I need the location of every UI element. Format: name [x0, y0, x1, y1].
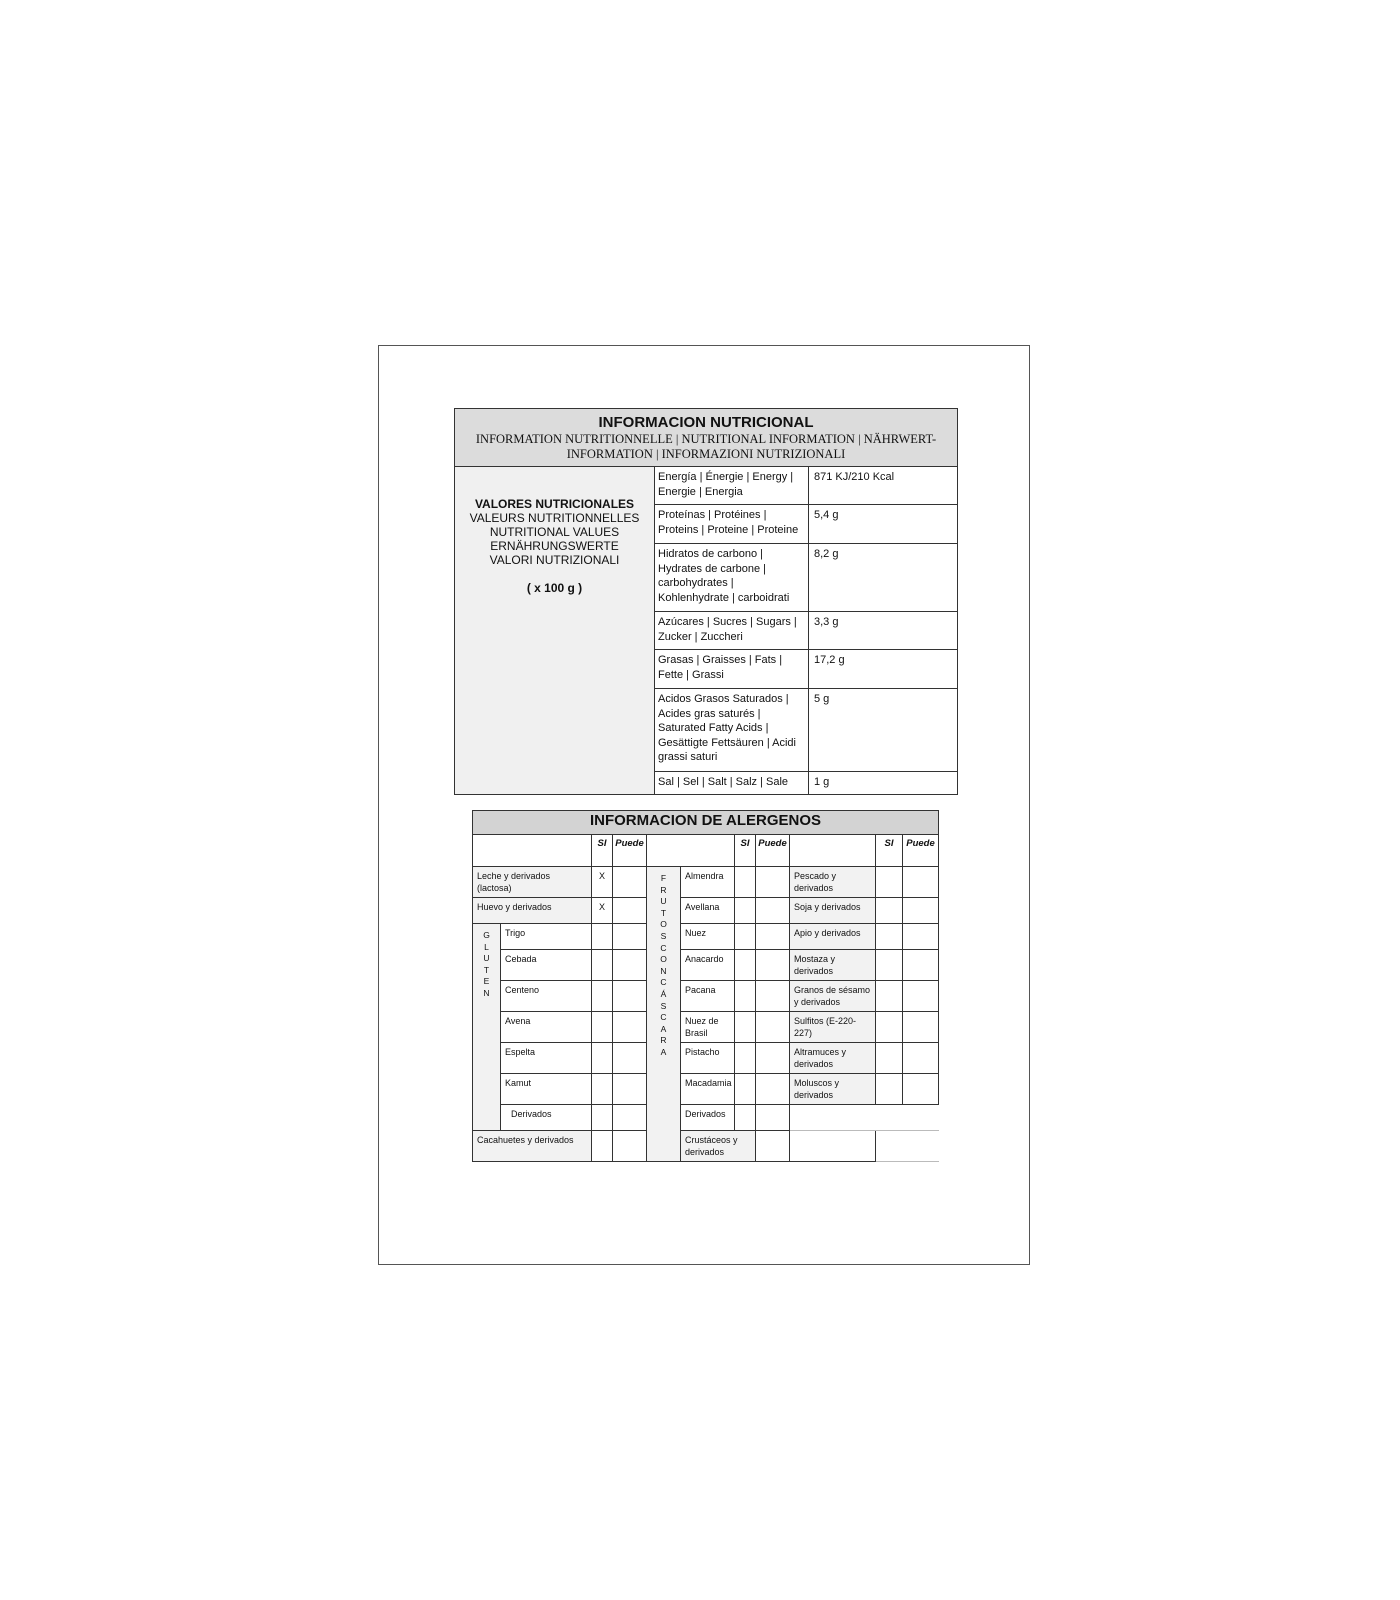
allergen-label: Soja y derivados [790, 898, 876, 924]
allergen-puede-cell [756, 981, 790, 1012]
allergen-label: Pistacho [681, 1043, 735, 1074]
allergen-puede-cell [756, 1012, 790, 1043]
allergen-si-cell [735, 898, 756, 924]
header-blank [473, 835, 592, 867]
allergen-puede-cell [903, 924, 939, 950]
allergen-puede-cell [903, 898, 939, 924]
nutrition-header [455, 409, 958, 467]
col-header-puede: Puede [903, 835, 939, 867]
allergen-label: Pescado y derivados [790, 867, 876, 898]
allergen-puede-cell [756, 898, 790, 924]
allergen-si-cell [876, 867, 903, 898]
allergen-si-cell [735, 867, 756, 898]
allergen-si-cell [735, 1012, 756, 1043]
nutrition-table [454, 408, 958, 795]
allergen-si-cell [735, 1074, 756, 1105]
allergen-si-cell [735, 1105, 756, 1131]
col-header-si: SI [876, 835, 903, 867]
allergen-si-cell [592, 924, 613, 950]
allergen-label: Apio y derivados [790, 924, 876, 950]
allergen-label: Cacahuetes y derivados [473, 1131, 592, 1162]
nutrition-title: INFORMACION NUTRICIONAL [598, 414, 814, 431]
allergen-puede-cell [756, 1074, 790, 1105]
empty-cell [876, 1131, 939, 1162]
allergen-puede-cell [790, 1131, 876, 1162]
allergen-si-cell [876, 1074, 903, 1105]
allergen-puede-cell [613, 1131, 647, 1162]
allergen-si-cell [876, 981, 903, 1012]
allergen-label: Altramuces y derivados [790, 1043, 876, 1074]
allergen-si-cell [592, 1012, 613, 1043]
allergen-si-cell [592, 1074, 613, 1105]
allergen-label: Leche y derivados (lactosa) [473, 867, 592, 898]
allergen-puede-cell [756, 867, 790, 898]
header-blank [790, 835, 876, 867]
allergen-puede-cell [613, 1043, 647, 1074]
allergen-si-cell [756, 1131, 790, 1162]
allergen-label: Espelta [501, 1043, 592, 1074]
allergen-puede-cell [756, 1105, 790, 1131]
nutrient-value: 5 g [809, 689, 958, 772]
allergen-si-cell [735, 924, 756, 950]
allergen-si-cell [735, 1043, 756, 1074]
side-label: NUTRITIONAL VALUES [489, 525, 620, 539]
allergen-puede-cell [903, 867, 939, 898]
allergen-puede-cell [613, 898, 647, 924]
allergen-label: Macadamia [681, 1074, 735, 1105]
col-header-si: SI [592, 835, 613, 867]
nutrient-value: 17,2 g [809, 650, 958, 689]
allergen-puede-cell [613, 1012, 647, 1043]
nutrient-value: 8,2 g [809, 544, 958, 612]
nutrition-side-panel [455, 467, 655, 795]
allergen-label: Nuez [681, 924, 735, 950]
allergen-puede-cell [756, 1043, 790, 1074]
per-100g-label: ( x 100 g ) [526, 581, 583, 595]
allergen-si-cell [876, 898, 903, 924]
side-label: VALEURS NUTRITIONNELLES [469, 511, 640, 525]
allergen-label: Centeno [501, 981, 592, 1012]
allergen-puede-cell [903, 1012, 939, 1043]
allergen-puede-cell [613, 950, 647, 981]
allergen-si-cell [592, 1043, 613, 1074]
allergen-si-cell [735, 981, 756, 1012]
allergen-label: Nuez de Brasil [681, 1012, 735, 1043]
group-label-nuts: F R U T O S C O N C Á S C A R A [647, 867, 681, 1162]
allergen-label: Moluscos y derivados [790, 1074, 876, 1105]
allergen-label: Crustáceos y derivados [681, 1131, 756, 1162]
nutrition-subtitle: INFORMATION NUTRITIONNELLE | NUTRITIONAL INFORMATION | NÄHRWERT-INFORMATION | INFORMAZIONI NUTRIZIONALI [475, 432, 937, 461]
col-header-si: SI [735, 835, 756, 867]
col-header-puede: Puede [756, 835, 790, 867]
allergen-puede-cell [903, 1074, 939, 1105]
allergen-puede-cell [613, 1074, 647, 1105]
allergen-title: INFORMACION DE ALERGENOS [473, 811, 939, 835]
allergen-si-cell [592, 1105, 613, 1131]
allergen-label: Derivados [681, 1105, 735, 1131]
allergen-si-cell [592, 1131, 613, 1162]
allergen-puede-cell [903, 950, 939, 981]
allergen-label: Kamut [501, 1074, 592, 1105]
allergen-si-cell [735, 950, 756, 981]
nutrient-value: 3,3 g [809, 612, 958, 650]
allergen-label: Avena [501, 1012, 592, 1043]
allergen-puede-cell [903, 1043, 939, 1074]
allergen-label: Anacardo [681, 950, 735, 981]
allergen-label: Huevo y derivados [473, 898, 592, 924]
allergen-si-cell [592, 981, 613, 1012]
nutrient-label: Acidos Grasos Saturados | Acides gras saturés | Saturated Fatty Acids | Gesättigte Fettsäuren | Acidi grassi saturi [655, 689, 809, 772]
allergen-si-cell [592, 950, 613, 981]
allergen-label: Cebada [501, 950, 592, 981]
side-label: ERNÄHRUNGSWERTE [490, 539, 619, 553]
allergen-si-cell: X [592, 867, 613, 898]
allergen-puede-cell [613, 981, 647, 1012]
side-label: VALORES NUTRICIONALES [474, 497, 635, 511]
nutrient-label: Azúcares | Sucres | Sugars | Zucker | Zuccheri [655, 612, 809, 650]
allergen-label: Avellana [681, 898, 735, 924]
allergen-label: Granos de sésamo y derivados [790, 981, 876, 1012]
nutrient-label: Grasas | Graisses | Fats | Fette | Grassi [655, 650, 809, 689]
allergen-puede-cell [613, 924, 647, 950]
nutrient-value: 5,4 g [809, 505, 958, 544]
allergen-si-cell [876, 924, 903, 950]
allergen-si-cell: X [592, 898, 613, 924]
nutrient-value: 1 g [809, 772, 958, 795]
allergen-label: Pacana [681, 981, 735, 1012]
allergen-label: Almendra [681, 867, 735, 898]
empty-cell [790, 1105, 939, 1131]
header-blank [647, 835, 735, 867]
side-label: VALORI NUTRIZIONALI [489, 553, 620, 567]
col-header-puede: Puede [613, 835, 647, 867]
nutrient-label: Hidratos de carbono | Hydrates de carbone | carbohydrates | Kohlenhydrate | carboidrati [655, 544, 809, 612]
allergen-label: Sulfitos (E-220-227) [790, 1012, 876, 1043]
allergen-label: Mostaza y derivados [790, 950, 876, 981]
nutrient-label: Sal | Sel | Salt | Salz | Sale [655, 772, 809, 795]
allergen-puede-cell [756, 924, 790, 950]
document-page [378, 345, 1030, 1265]
group-label-gluten: G L U T E N [473, 924, 501, 1131]
nutrient-label: Energía | Énergie | Energy | Energie | Energia [655, 467, 809, 505]
allergen-puede-cell [756, 950, 790, 981]
allergen-puede-cell [613, 1105, 647, 1131]
allergen-table [472, 810, 939, 1162]
nutrient-label: Proteínas | Protéines | Proteins | Proteine | Proteine [655, 505, 809, 544]
allergen-puede-cell [613, 867, 647, 898]
nutrient-value: 871 KJ/210 Kcal [809, 467, 958, 505]
allergen-label: Trigo [501, 924, 592, 950]
allergen-label: Derivados [501, 1105, 592, 1131]
allergen-si-cell [876, 1043, 903, 1074]
allergen-puede-cell [903, 981, 939, 1012]
allergen-si-cell [876, 1012, 903, 1043]
allergen-si-cell [876, 950, 903, 981]
